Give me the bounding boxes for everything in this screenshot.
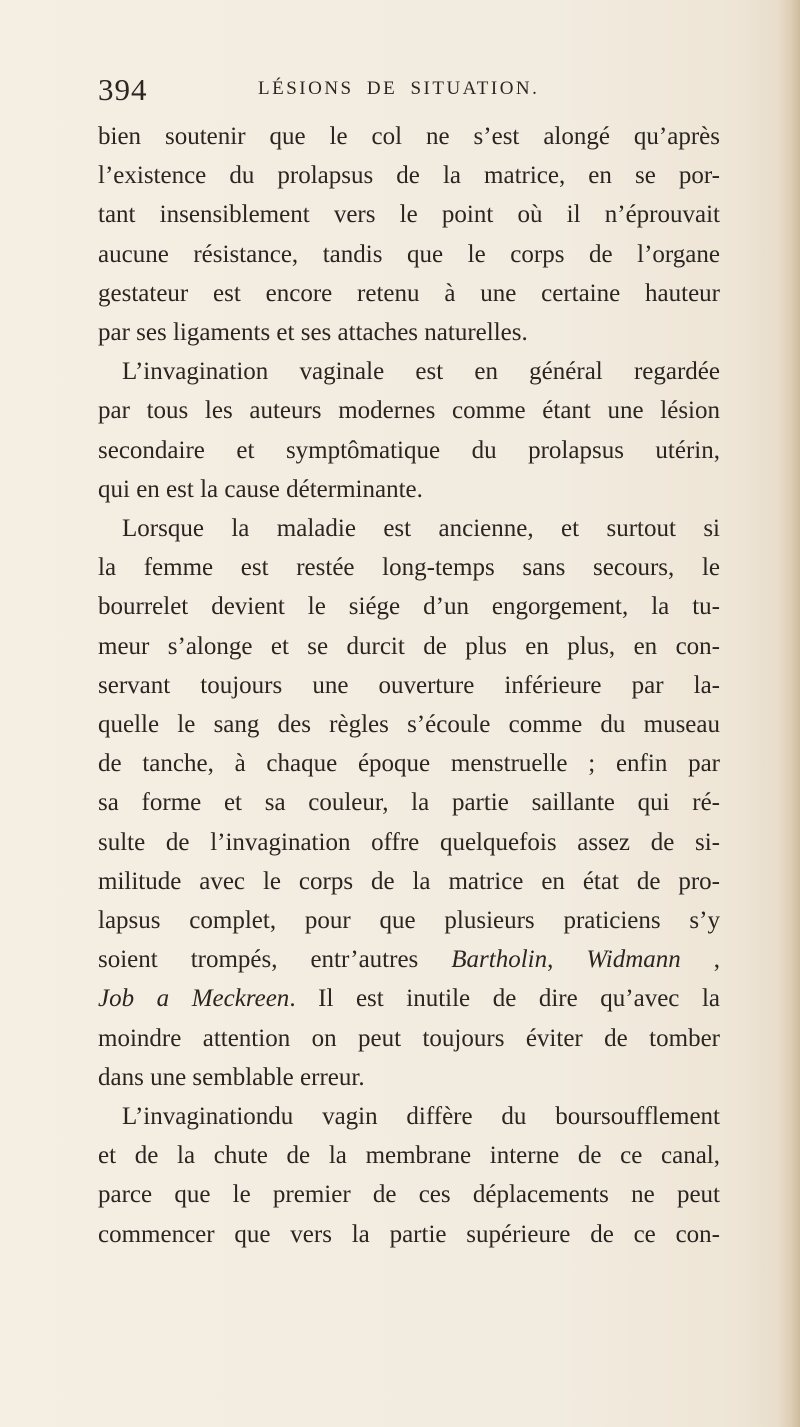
text-line: meur s’alonge et se durcit de plus en plus, en con-: [98, 632, 720, 660]
text-line: Lorsque la maladie est ancienne, et surtout si: [122, 515, 720, 543]
body-text: [98, 117, 720, 1254]
text-line: commencer que vers la partie supérieure de ce con-: [98, 1220, 720, 1248]
text-line: L’invaginationdu vagin diffère du boursoufflement: [122, 1103, 720, 1131]
text-line: quelle le sang des règles s’écoule comme du museau: [98, 711, 720, 739]
page-header: [98, 72, 718, 112]
page-edge-shadow: [778, 0, 800, 1427]
text-line: aucune résistance, tandis que le corps de l’organe: [98, 240, 720, 268]
text-line: moindre attention on peut toujours éviter de tomber: [98, 1024, 720, 1052]
text-line: tant insensiblement vers le point où il n’éprouvait: [98, 201, 720, 229]
text-line: sulte de l’invagination offre quelquefois assez de si-: [98, 828, 720, 856]
author-name-bartholin: Bartholin: [451, 946, 548, 974]
text-line: et de la chute de la membrane interne de ce canal,: [98, 1142, 720, 1170]
text-line: lapsus complet, pour que plusieurs praticiens s’y: [98, 907, 720, 935]
author-name-job-a-meckreen: Job a Meckreen: [98, 985, 290, 1013]
text-line: par tous les auteurs modernes comme étant une lésion: [98, 397, 720, 425]
text-line: bien soutenir que le col ne s’est alongé qu’après: [98, 123, 720, 150]
text-line: l’existence du prolapsus de la matrice, en se por-: [98, 162, 720, 190]
line-rest: . Il est inutile de dire qu’avec la: [289, 985, 720, 1013]
text-line: sa forme et sa couleur, la partie saillante qui ré-: [98, 789, 720, 817]
text-line: parce que le premier de ces déplacements ne peut: [98, 1181, 720, 1209]
text-line: de tanche, à chaque époque menstruelle ; enfin par: [98, 750, 720, 778]
text-line: secondaire et symptômatique du prolapsus utérin,: [98, 436, 720, 464]
line-suffix: ,: [680, 946, 721, 974]
text-line: militude avec le corps de la matrice en état de pro-: [98, 867, 720, 895]
text-line: dans une semblable erreur.: [98, 1063, 365, 1091]
text-line: bourrelet devient le siége d’un engorgement, la tu-: [98, 593, 720, 621]
text-line: servant toujours une ouverture inférieure par la-: [98, 671, 720, 699]
text-line: par ses ligaments et ses attaches naturelles.: [98, 319, 528, 347]
author-name-widmann: Widmann: [586, 946, 681, 974]
text-line: qui en est la cause déterminante.: [98, 475, 423, 503]
text-line-with-names: [98, 940, 720, 979]
line-prefix: soient trompés, entr’autres: [98, 946, 452, 974]
running-title: LÉSIONS DE SITUATION.: [258, 78, 540, 99]
page-number: 394: [98, 72, 148, 107]
name-separator: ,: [547, 946, 587, 974]
text-line: gestateur est encore retenu à une certaine hauteur: [98, 279, 720, 307]
text-line: L’invagination vaginale est en général regardée: [122, 358, 720, 386]
text-line: la femme est restée long-temps sans secours, le: [98, 554, 720, 582]
text-line-with-names: [98, 979, 720, 1018]
